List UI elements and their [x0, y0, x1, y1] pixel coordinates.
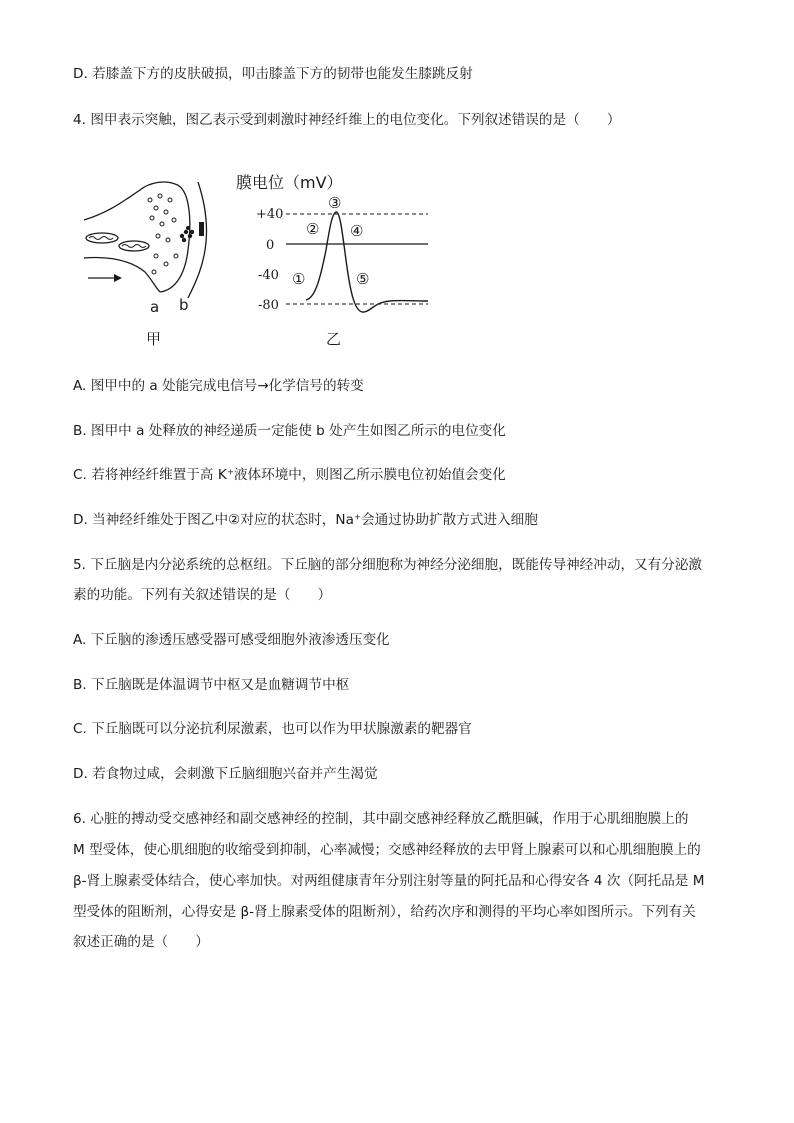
question-number: 5. [73, 557, 86, 573]
marker-1: ① [292, 270, 306, 288]
postsynaptic-membrane [188, 182, 207, 298]
question-stem: 下丘脑是内分泌系统的总枢纽。下丘脑的部分细胞称为神经分泌细胞，既能传导神经冲动，又有分泌激 [90, 557, 703, 573]
q4-option-d [73, 510, 538, 530]
impulse-arrow-head [114, 274, 122, 282]
q5-option-b [73, 675, 349, 695]
question-stem: 型受体的阻断剂，心得安是 β-肾上腺素受体的阻断剂），给药次序和测得的平均心率如图所示。下列有关 [73, 904, 696, 920]
question-stem: 素的功能。下列有关叙述错误的是（ ） [73, 587, 332, 603]
question-6-stem-line3 [73, 871, 704, 891]
phase-markers [292, 194, 369, 288]
option-letter: B. [73, 423, 87, 439]
label-b: b [179, 296, 189, 314]
option-letter: B. [73, 677, 87, 693]
tick-minus80: -80 [258, 298, 279, 313]
tick-minus40: -40 [258, 268, 279, 283]
question-stem: 心脏的搏动受交感神经和副交感神经的控制，其中副交感神经释放乙酰胆碱，作用于心肌细胞膜上的 [90, 811, 689, 827]
option-text: 下丘脑既是体温调节中枢又是血糖调节中枢 [90, 677, 350, 693]
y-ticks [256, 207, 283, 313]
q5-option-a [73, 630, 390, 650]
axon-lower-edge [84, 258, 160, 292]
question-number: 6. [73, 811, 86, 827]
option-letter: D. [73, 512, 88, 528]
option-text: 图甲中的 a 处能完成电信号→化学信号的转变 [90, 378, 364, 394]
action-potential-curve [306, 212, 428, 312]
option-text: 若将神经纤维置于高 K⁺液体环境中，则图乙所示膜电位初始值会变化 [91, 467, 506, 483]
option-letter: A. [73, 632, 87, 648]
tick-0: 0 [266, 238, 275, 253]
option-letter: D. [73, 66, 88, 82]
option-text: 下丘脑既可以分泌抗利尿激素，也可以作为甲状腺激素的靶器官 [91, 721, 472, 737]
q4-figure [70, 160, 450, 360]
option-text: 当神经纤维处于图乙中②对应的状态时，Na⁺会通过协助扩散方式进入细胞 [92, 512, 538, 528]
question-stem: 图甲表示突触，图乙表示受到刺激时神经纤维上的电位变化。下列叙述错误的是（ ） [90, 112, 621, 128]
q5-option-c [73, 719, 472, 739]
label-a: a [150, 298, 160, 316]
question-6-stem-line5 [73, 932, 209, 952]
receptor [199, 222, 204, 236]
option-letter: D. [73, 766, 88, 782]
axon-upper-edge [84, 182, 175, 220]
marker-3: ③ [328, 194, 342, 212]
question-stem: M 型受体，使心肌细胞的收缩受到抑制，心率减慢；交感神经释放的去甲肾上腺素可以和心肌细胞膜上的 [73, 842, 701, 858]
terminal-bulb [160, 184, 190, 292]
mitochondria [86, 233, 149, 251]
question-5-stem-line2 [73, 585, 331, 605]
caption-yi: 乙 [326, 330, 342, 348]
question-stem: β-肾上腺素受体结合，使心率加快。对两组健康青年分别注射等量的阿托品和心得安各 4 次（阿托品是 M [73, 873, 705, 889]
question-stem: 叙述正确的是（ ） [73, 934, 209, 950]
q4-figure-svg [70, 160, 450, 360]
question-number: 4. [73, 112, 86, 128]
question-6-stem-line4 [73, 902, 696, 922]
q4-option-a [73, 376, 364, 396]
option-text: 图甲中 a 处释放的神经递质一定能使 b 处产生如图乙所示的电位变化 [90, 423, 506, 439]
option-letter: C. [73, 721, 87, 737]
option-text: 若膝盖下方的皮肤破损，叩击膝盖下方的韧带也能发生膝跳反射 [92, 66, 473, 82]
caption-jia: 甲 [146, 330, 162, 348]
q5-option-d [73, 764, 378, 784]
synaptic-vesicles [148, 194, 178, 274]
question-5-stem-line1 [73, 555, 702, 575]
marker-2: ② [306, 220, 320, 238]
q4-option-c [73, 465, 506, 485]
option-letter: A. [73, 378, 87, 394]
option-text: 下丘脑的渗透压感受器可感受细胞外液渗透压变化 [90, 632, 390, 648]
question-6-stem-line2 [73, 840, 701, 860]
question-6-stem-line1 [73, 809, 688, 829]
question-4-stem [73, 110, 620, 130]
marker-5: ⑤ [356, 270, 370, 288]
prev-option-d [73, 64, 473, 84]
q4-option-b [73, 421, 506, 441]
chart-title: 膜电位（mV） [236, 173, 343, 192]
neurotransmitter-cluster [180, 226, 194, 242]
option-letter: C. [73, 467, 87, 483]
tick-plus40: +40 [256, 207, 284, 222]
marker-4: ④ [350, 222, 364, 240]
option-text: 若食物过咸，会刺激下丘脑细胞兴奋并产生渴觉 [92, 766, 378, 782]
